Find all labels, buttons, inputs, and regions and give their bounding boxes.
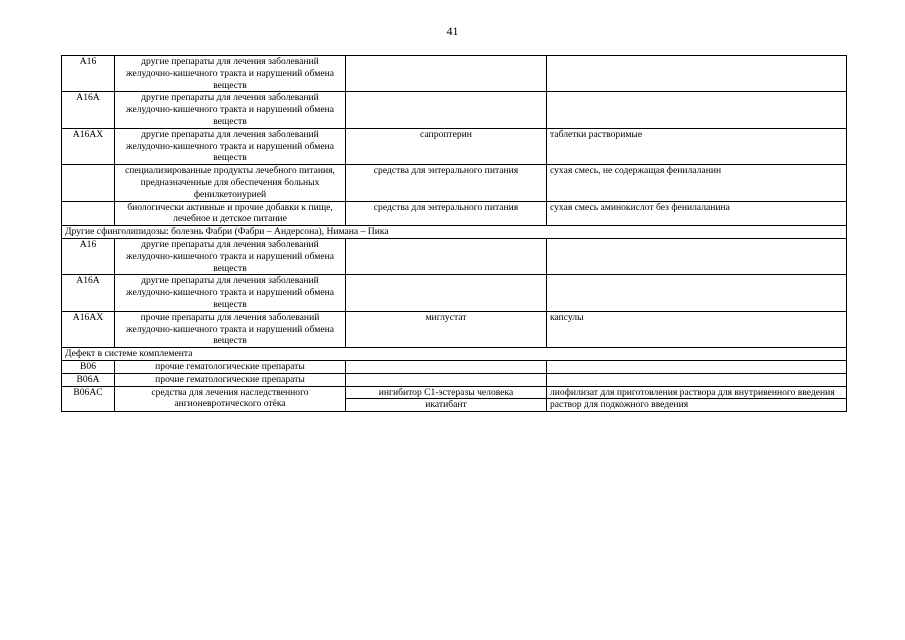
section-heading: Другие сфинголипидозы: болезнь Фабри (Фабри – Андерсона), Нимана – Пика — [62, 226, 847, 239]
substance-name: миглустат — [346, 311, 547, 347]
substance-name: икатибант — [346, 399, 547, 412]
substance-name — [346, 360, 547, 373]
table-row — [62, 373, 847, 386]
table-body — [62, 56, 847, 412]
atc-code: B06 — [62, 360, 115, 373]
table-row — [62, 92, 847, 128]
group-description: другие препараты для лечения заболеваний желудочно-кишечного тракта и нарушений обмена веществ — [115, 92, 346, 128]
dosage-form: сухая смесь аминокислот без фенилаланина — [547, 201, 847, 226]
group-description: прочие гематологические препараты — [115, 373, 346, 386]
dosage-form — [547, 92, 847, 128]
substance-name: ингибитор C1-эстеразы человека — [346, 386, 547, 399]
atc-code: B06A — [62, 373, 115, 386]
group-description: другие препараты для лечения заболеваний желудочно-кишечного тракта и нарушений обмена веществ — [115, 238, 346, 274]
substance-name: средства для энтерального питания — [346, 201, 547, 226]
page-number: 41 — [446, 24, 459, 38]
atc-code: A16 — [62, 238, 115, 274]
table-row — [62, 275, 847, 311]
atc-code: A16AX — [62, 311, 115, 347]
medication-table — [61, 55, 847, 412]
substance-name — [346, 56, 547, 92]
group-description: биологически активные и прочие добавки к пище, лечебное и детское питание — [115, 201, 346, 226]
group-description: средства для лечения наследственного ангионевротического отёка — [115, 386, 346, 412]
section-row — [62, 226, 847, 239]
section-row — [62, 348, 847, 361]
substance-name: сапроптерин — [346, 128, 547, 164]
substance-name — [346, 373, 547, 386]
substance-name: средства для энтерального питания — [346, 165, 547, 201]
atc-code — [62, 201, 115, 226]
atc-code: A16 — [62, 56, 115, 92]
section-heading: Дефект в системе комплемента — [62, 348, 847, 361]
dosage-form — [547, 373, 847, 386]
table-row — [62, 56, 847, 92]
group-description: прочие гематологические препараты — [115, 360, 346, 373]
table-row — [62, 311, 847, 347]
dosage-form — [547, 360, 847, 373]
atc-code: A16AX — [62, 128, 115, 164]
group-description: другие препараты для лечения заболеваний желудочно-кишечного тракта и нарушений обмена веществ — [115, 56, 346, 92]
atc-code — [62, 165, 115, 201]
table-row — [62, 165, 847, 201]
group-description: специализированные продукты лечебного питания, предназначенные для обеспечения больных фенилкетонурией — [115, 165, 346, 201]
dosage-form: лиофилизат для приготовления раствора для внутривенного введения — [547, 386, 847, 399]
group-description: другие препараты для лечения заболеваний желудочно-кишечного тракта и нарушений обмена веществ — [115, 275, 346, 311]
dosage-form: сухая смесь, не содержащая фенилаланин — [547, 165, 847, 201]
substance-name — [346, 92, 547, 128]
table-row — [62, 360, 847, 373]
dosage-form: раствор для подкожного введения — [547, 399, 847, 412]
substance-name — [346, 238, 547, 274]
table-row — [62, 238, 847, 274]
substance-name — [346, 275, 547, 311]
dosage-form — [547, 275, 847, 311]
dosage-form — [547, 56, 847, 92]
table-row — [62, 386, 847, 399]
dosage-form — [547, 238, 847, 274]
table-row — [62, 201, 847, 226]
group-description: другие препараты для лечения заболеваний желудочно-кишечного тракта и нарушений обмена веществ — [115, 128, 346, 164]
group-description: прочие препараты для лечения заболеваний желудочно-кишечного тракта и нарушений обмена веществ — [115, 311, 346, 347]
dosage-form: таблетки растворимые — [547, 128, 847, 164]
dosage-form: капсулы — [547, 311, 847, 347]
atc-code: A16A — [62, 92, 115, 128]
atc-code: B06AC — [62, 386, 115, 412]
atc-code: A16A — [62, 275, 115, 311]
table-row — [62, 128, 847, 164]
